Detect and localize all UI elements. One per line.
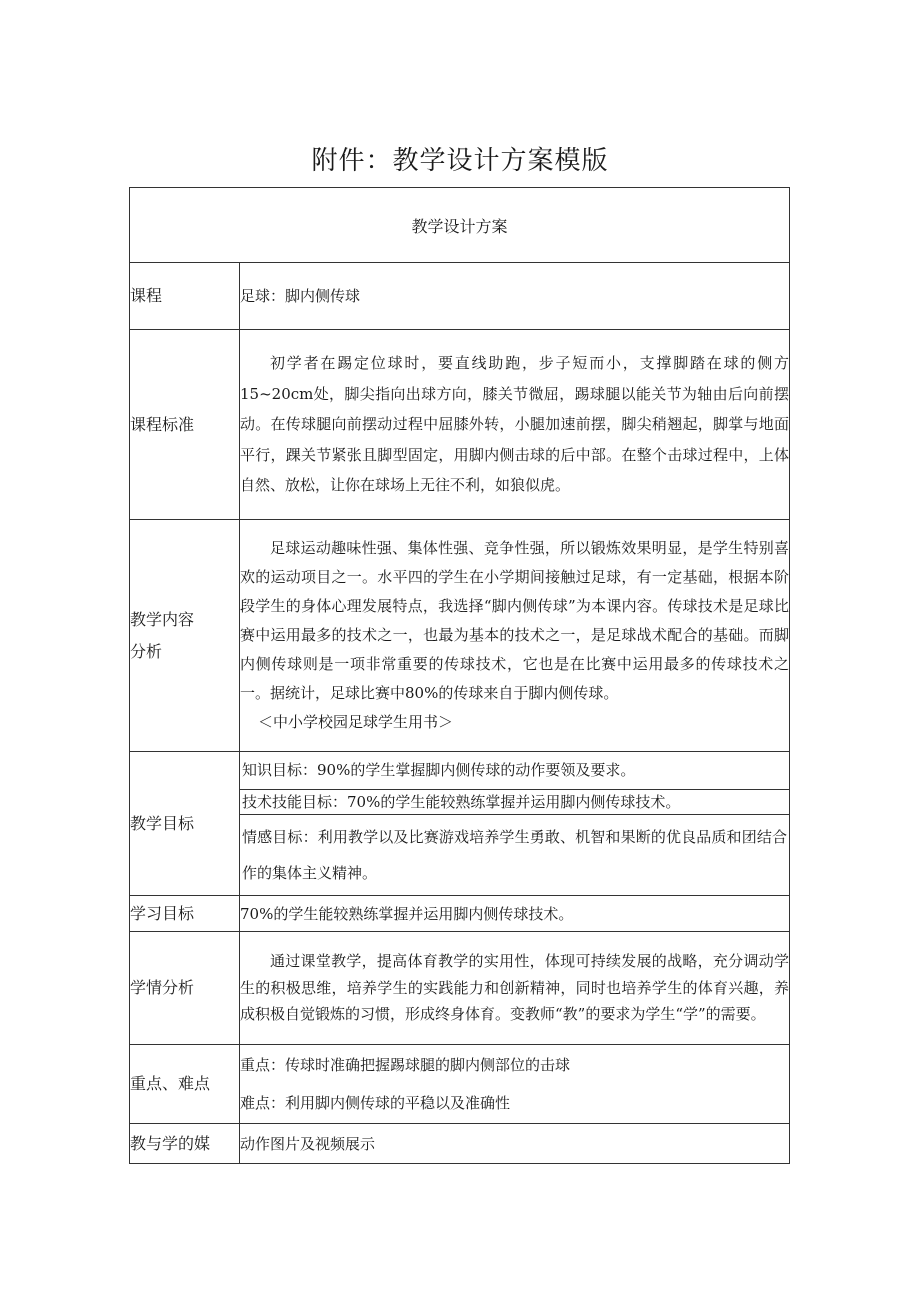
- content-analysis-cell: [240, 520, 790, 752]
- skill-objective: 技术技能目标：70%的学生能较熟练掌握并运用脚内侧传球技术。: [240, 790, 789, 815]
- media-text: 动作图片及视频展示: [240, 1124, 790, 1164]
- media-row: [130, 1124, 790, 1164]
- standard-label: 课程标准: [130, 330, 240, 520]
- document-title: 附件：教学设计方案模版: [311, 146, 609, 176]
- content-analysis-text: 足球运动趣味性强、集体性强、竞争性强，所以锻炼效果明显，是学生特别喜欢的运动项目之一。水平四的学生在小学期间接触过足球，有一定基础，根据本阶段学生的身体心理发展特点，我选择“脚内侧传球”为本课内容。传球技术是足球比赛中运用最多的技术之一，也最为基本的技术之一，是足球战术配合的基础。而脚内侧传球则是一项非常重要的传球技术，它也是在比赛中运用最多的传球技术之一。据统计，足球比赛中80%的传球来自于脚内侧传球。: [240, 539, 789, 702]
- content-analysis-source: ＜中小学校园足球学生用书＞: [258, 713, 454, 731]
- situation-label: 学情分析: [130, 932, 240, 1045]
- content-analysis-label-line2: 分析: [130, 641, 163, 661]
- situation-row: [130, 932, 790, 1045]
- content-analysis-row: [130, 520, 790, 752]
- course-value: 足球：脚内侧传球: [240, 263, 790, 330]
- key-point: 重点：传球时准确把握踢球腿的脚内侧部位的击球: [240, 1056, 571, 1074]
- key-points-row: [130, 1045, 790, 1124]
- standard-row: [130, 330, 790, 520]
- table-header-row: [130, 188, 790, 263]
- standard-text: 初学者在踢定位球时，要直线助跑，步子短而小，支撑脚踏在球的侧方15~20cm处，脚尖指向出球方向，膝关节微屈，踢球腿以能关节为轴由后向前摆动。在传球腿向前摆动过程中屈膝外转，小腿加速前摆，脚尖稍翘起，脚掌与地面平行，踝关节紧张且脚型固定，用脚内侧击球的后中部。在整个击球过程中，上体自然、放松，让你在球场上无往不利，如狼似虎。: [240, 330, 790, 520]
- content-analysis-label: [130, 520, 240, 752]
- table-header: 教学设计方案: [130, 188, 790, 263]
- objectives-row: [130, 752, 790, 896]
- key-points-cell: [240, 1045, 790, 1124]
- situation-text: 通过课堂教学，提高体育教学的实用性，体现可持续发展的战略，充分调动学生的积极思维，培养学生的实践能力和创新精神，同时也培养学生的体育兴趣，养成积极自觉锻炼的习惯，形成终身体育。变教师“教”的要求为学生“学”的需要。: [240, 932, 790, 1045]
- objectives-cell: [240, 752, 790, 896]
- learning-text: 70%的学生能较熟练掌握并运用脚内侧传球技术。: [240, 896, 790, 932]
- media-label: 教与学的媒: [130, 1124, 240, 1164]
- course-row: [130, 263, 790, 330]
- learning-label: 学习目标: [130, 896, 240, 932]
- difficulty-point: 难点：利用脚内侧传球的平稳以及准确性: [240, 1094, 511, 1112]
- objectives-label: 教学目标: [130, 752, 240, 896]
- key-points-label: 重点、难点: [130, 1045, 240, 1124]
- emotion-objective: 情感目标：利用教学以及比赛游戏培养学生勇敢、机智和果断的优良品质和团结合作的集体主义精神。: [242, 828, 787, 882]
- design-table: [129, 187, 790, 1164]
- content-analysis-label-line1: 教学内容: [130, 609, 195, 629]
- learning-row: [130, 896, 790, 932]
- knowledge-objective: 知识目标：90%的学生掌握脚内侧传球的动作要领及要求。: [240, 752, 789, 790]
- course-label: 课程: [130, 263, 240, 330]
